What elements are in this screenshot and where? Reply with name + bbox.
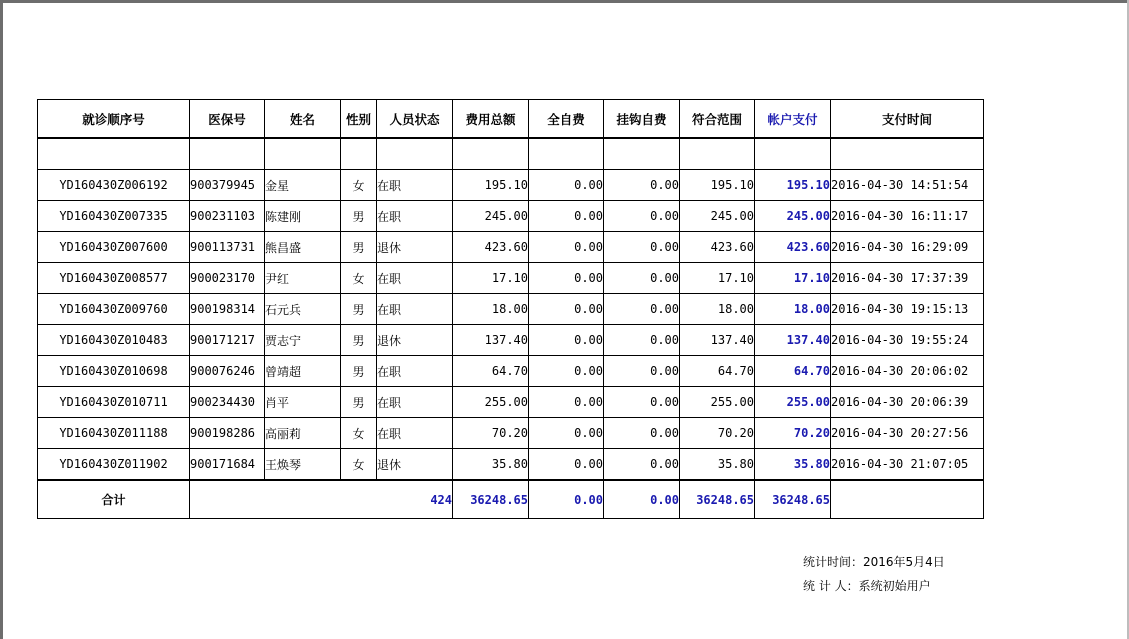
cell-seq: YD160430Z011902 [38,449,190,481]
cell-seq: YD160430Z010698 [38,356,190,387]
cell-status: 在职 [377,356,453,387]
stat-time-label: 统计时间：2016年5月4日 [803,555,945,569]
cell-name: 贾志宁 [265,325,341,356]
cell-status: 退休 [377,449,453,481]
cell-gender: 男 [341,294,377,325]
window-frame-left [0,0,3,639]
table-row [38,170,984,201]
cell-insurance-no: 900231103 [190,201,265,232]
header-total-fee: 费用总额 [453,100,529,139]
total-label: 合计 [38,480,190,519]
cell-pay-time: 2016-04-30 19:55:24 [831,325,984,356]
cell-status: 在职 [377,387,453,418]
cell-name: 肖平 [265,387,341,418]
cell-insurance-no: 900076246 [190,356,265,387]
cell-seq: YD160430Z011188 [38,418,190,449]
total-total-fee: 36248.65 [453,480,529,519]
cell-status: 退休 [377,325,453,356]
cell-account-pay: 423.60 [755,232,831,263]
cell-pay-time: 2016-04-30 14:51:54 [831,170,984,201]
cell-pay-time: 2016-04-30 16:11:17 [831,201,984,232]
cell-in-scope: 423.60 [680,232,755,263]
table-row [38,387,984,418]
cell-seq: YD160430Z009760 [38,294,190,325]
cell-in-scope: 255.00 [680,387,755,418]
cell-in-scope: 245.00 [680,201,755,232]
cell-name: 金星 [265,170,341,201]
cell-account-pay: 17.10 [755,263,831,294]
cell-name: 熊昌盛 [265,232,341,263]
header-gender: 性别 [341,100,377,139]
cell-linked-self-pay: 0.00 [604,418,680,449]
total-in-scope: 36248.65 [680,480,755,519]
cell-account-pay: 64.70 [755,356,831,387]
cell-seq: YD160430Z006192 [38,170,190,201]
cell-name: 陈建刚 [265,201,341,232]
table-row [38,263,984,294]
cell-self-pay: 0.00 [529,294,604,325]
header-status: 人员状态 [377,100,453,139]
cell-gender: 男 [341,201,377,232]
cell-status: 在职 [377,201,453,232]
cell-total-fee: 423.60 [453,232,529,263]
header-linked-self-pay: 挂钩自费 [604,100,680,139]
cell-name: 高丽莉 [265,418,341,449]
cell-in-scope: 64.70 [680,356,755,387]
total-account-pay: 36248.65 [755,480,831,519]
cell-gender: 男 [341,387,377,418]
header-insurance-no: 医保号 [190,100,265,139]
cell-linked-self-pay: 0.00 [604,201,680,232]
cell-pay-time: 2016-04-30 17:37:39 [831,263,984,294]
cell-insurance-no: 900023170 [190,263,265,294]
cell-account-pay: 18.00 [755,294,831,325]
cell-name: 王焕琴 [265,449,341,481]
header-name: 姓名 [265,100,341,139]
cell-in-scope: 195.10 [680,170,755,201]
blank-row [38,138,984,170]
header-account-pay: 帐户支付 [755,100,831,139]
cell-self-pay: 0.00 [529,449,604,481]
cell-linked-self-pay: 0.00 [604,232,680,263]
cell-total-fee: 255.00 [453,387,529,418]
header-self-pay: 全自费 [529,100,604,139]
cell-name: 石元兵 [265,294,341,325]
cell-seq: YD160430Z010711 [38,387,190,418]
cell-self-pay: 0.00 [529,232,604,263]
cell-in-scope: 17.10 [680,263,755,294]
cell-total-fee: 70.20 [453,418,529,449]
cell-account-pay: 195.10 [755,170,831,201]
cell-linked-self-pay: 0.00 [604,263,680,294]
cell-pay-time: 2016-04-30 20:06:02 [831,356,984,387]
cell-account-pay: 35.80 [755,449,831,481]
cell-insurance-no: 900198314 [190,294,265,325]
cell-insurance-no: 900171217 [190,325,265,356]
cell-in-scope: 137.40 [680,325,755,356]
cell-linked-self-pay: 0.00 [604,356,680,387]
cell-seq: YD160430Z010483 [38,325,190,356]
cell-self-pay: 0.00 [529,263,604,294]
cell-total-fee: 137.40 [453,325,529,356]
cell-seq: YD160430Z007600 [38,232,190,263]
cell-gender: 男 [341,325,377,356]
cell-insurance-no: 900113731 [190,232,265,263]
total-count: 424 [190,480,453,519]
cell-account-pay: 245.00 [755,201,831,232]
cell-name: 尹红 [265,263,341,294]
cell-self-pay: 0.00 [529,387,604,418]
cell-in-scope: 35.80 [680,449,755,481]
cell-status: 在职 [377,418,453,449]
cell-total-fee: 35.80 [453,449,529,481]
cell-status: 在职 [377,263,453,294]
cell-seq: YD160430Z008577 [38,263,190,294]
cell-insurance-no: 900171684 [190,449,265,481]
cell-pay-time: 2016-04-30 19:15:13 [831,294,984,325]
cell-linked-self-pay: 0.00 [604,294,680,325]
table-row [38,356,984,387]
cell-gender: 女 [341,418,377,449]
cell-self-pay: 0.00 [529,418,604,449]
cell-pay-time: 2016-04-30 21:07:05 [831,449,984,481]
cell-seq: YD160430Z007335 [38,201,190,232]
cell-account-pay: 70.20 [755,418,831,449]
cell-linked-self-pay: 0.00 [604,325,680,356]
cell-gender: 男 [341,356,377,387]
cell-total-fee: 195.10 [453,170,529,201]
cell-total-fee: 64.70 [453,356,529,387]
table-row [38,294,984,325]
cell-gender: 女 [341,170,377,201]
header-in-scope: 符合范围 [680,100,755,139]
cell-pay-time: 2016-04-30 20:06:39 [831,387,984,418]
cell-status: 退休 [377,232,453,263]
table-row [38,418,984,449]
cell-gender: 女 [341,263,377,294]
table-row [38,449,984,481]
cell-self-pay: 0.00 [529,325,604,356]
cell-pay-time: 2016-04-30 20:27:56 [831,418,984,449]
cell-name: 曾靖超 [265,356,341,387]
stat-person-label: 统 计 人：系统初始用户 [803,579,931,593]
cell-gender: 男 [341,232,377,263]
total-row [38,480,984,519]
table-header-row [38,100,984,139]
total-self-pay: 0.00 [529,480,604,519]
cell-insurance-no: 900379945 [190,170,265,201]
cell-insurance-no: 900198286 [190,418,265,449]
header-pay-time: 支付时间 [831,100,984,139]
cell-status: 在职 [377,170,453,201]
cell-total-fee: 17.10 [453,263,529,294]
cell-in-scope: 70.20 [680,418,755,449]
cell-total-fee: 245.00 [453,201,529,232]
table-row [38,325,984,356]
window-frame-top [0,0,1129,3]
cell-pay-time: 2016-04-30 16:29:09 [831,232,984,263]
header-seq: 就诊顺序号 [38,100,190,139]
cell-account-pay: 137.40 [755,325,831,356]
cell-linked-self-pay: 0.00 [604,170,680,201]
cell-insurance-no: 900234430 [190,387,265,418]
cell-gender: 女 [341,449,377,481]
cell-status: 在职 [377,294,453,325]
payment-report-table [37,99,984,519]
cell-self-pay: 0.00 [529,356,604,387]
cell-in-scope: 18.00 [680,294,755,325]
cell-linked-self-pay: 0.00 [604,449,680,481]
cell-account-pay: 255.00 [755,387,831,418]
table-row [38,232,984,263]
cell-linked-self-pay: 0.00 [604,387,680,418]
cell-self-pay: 0.00 [529,170,604,201]
total-linked-self-pay: 0.00 [604,480,680,519]
cell-self-pay: 0.00 [529,201,604,232]
cell-total-fee: 18.00 [453,294,529,325]
table-row [38,201,984,232]
